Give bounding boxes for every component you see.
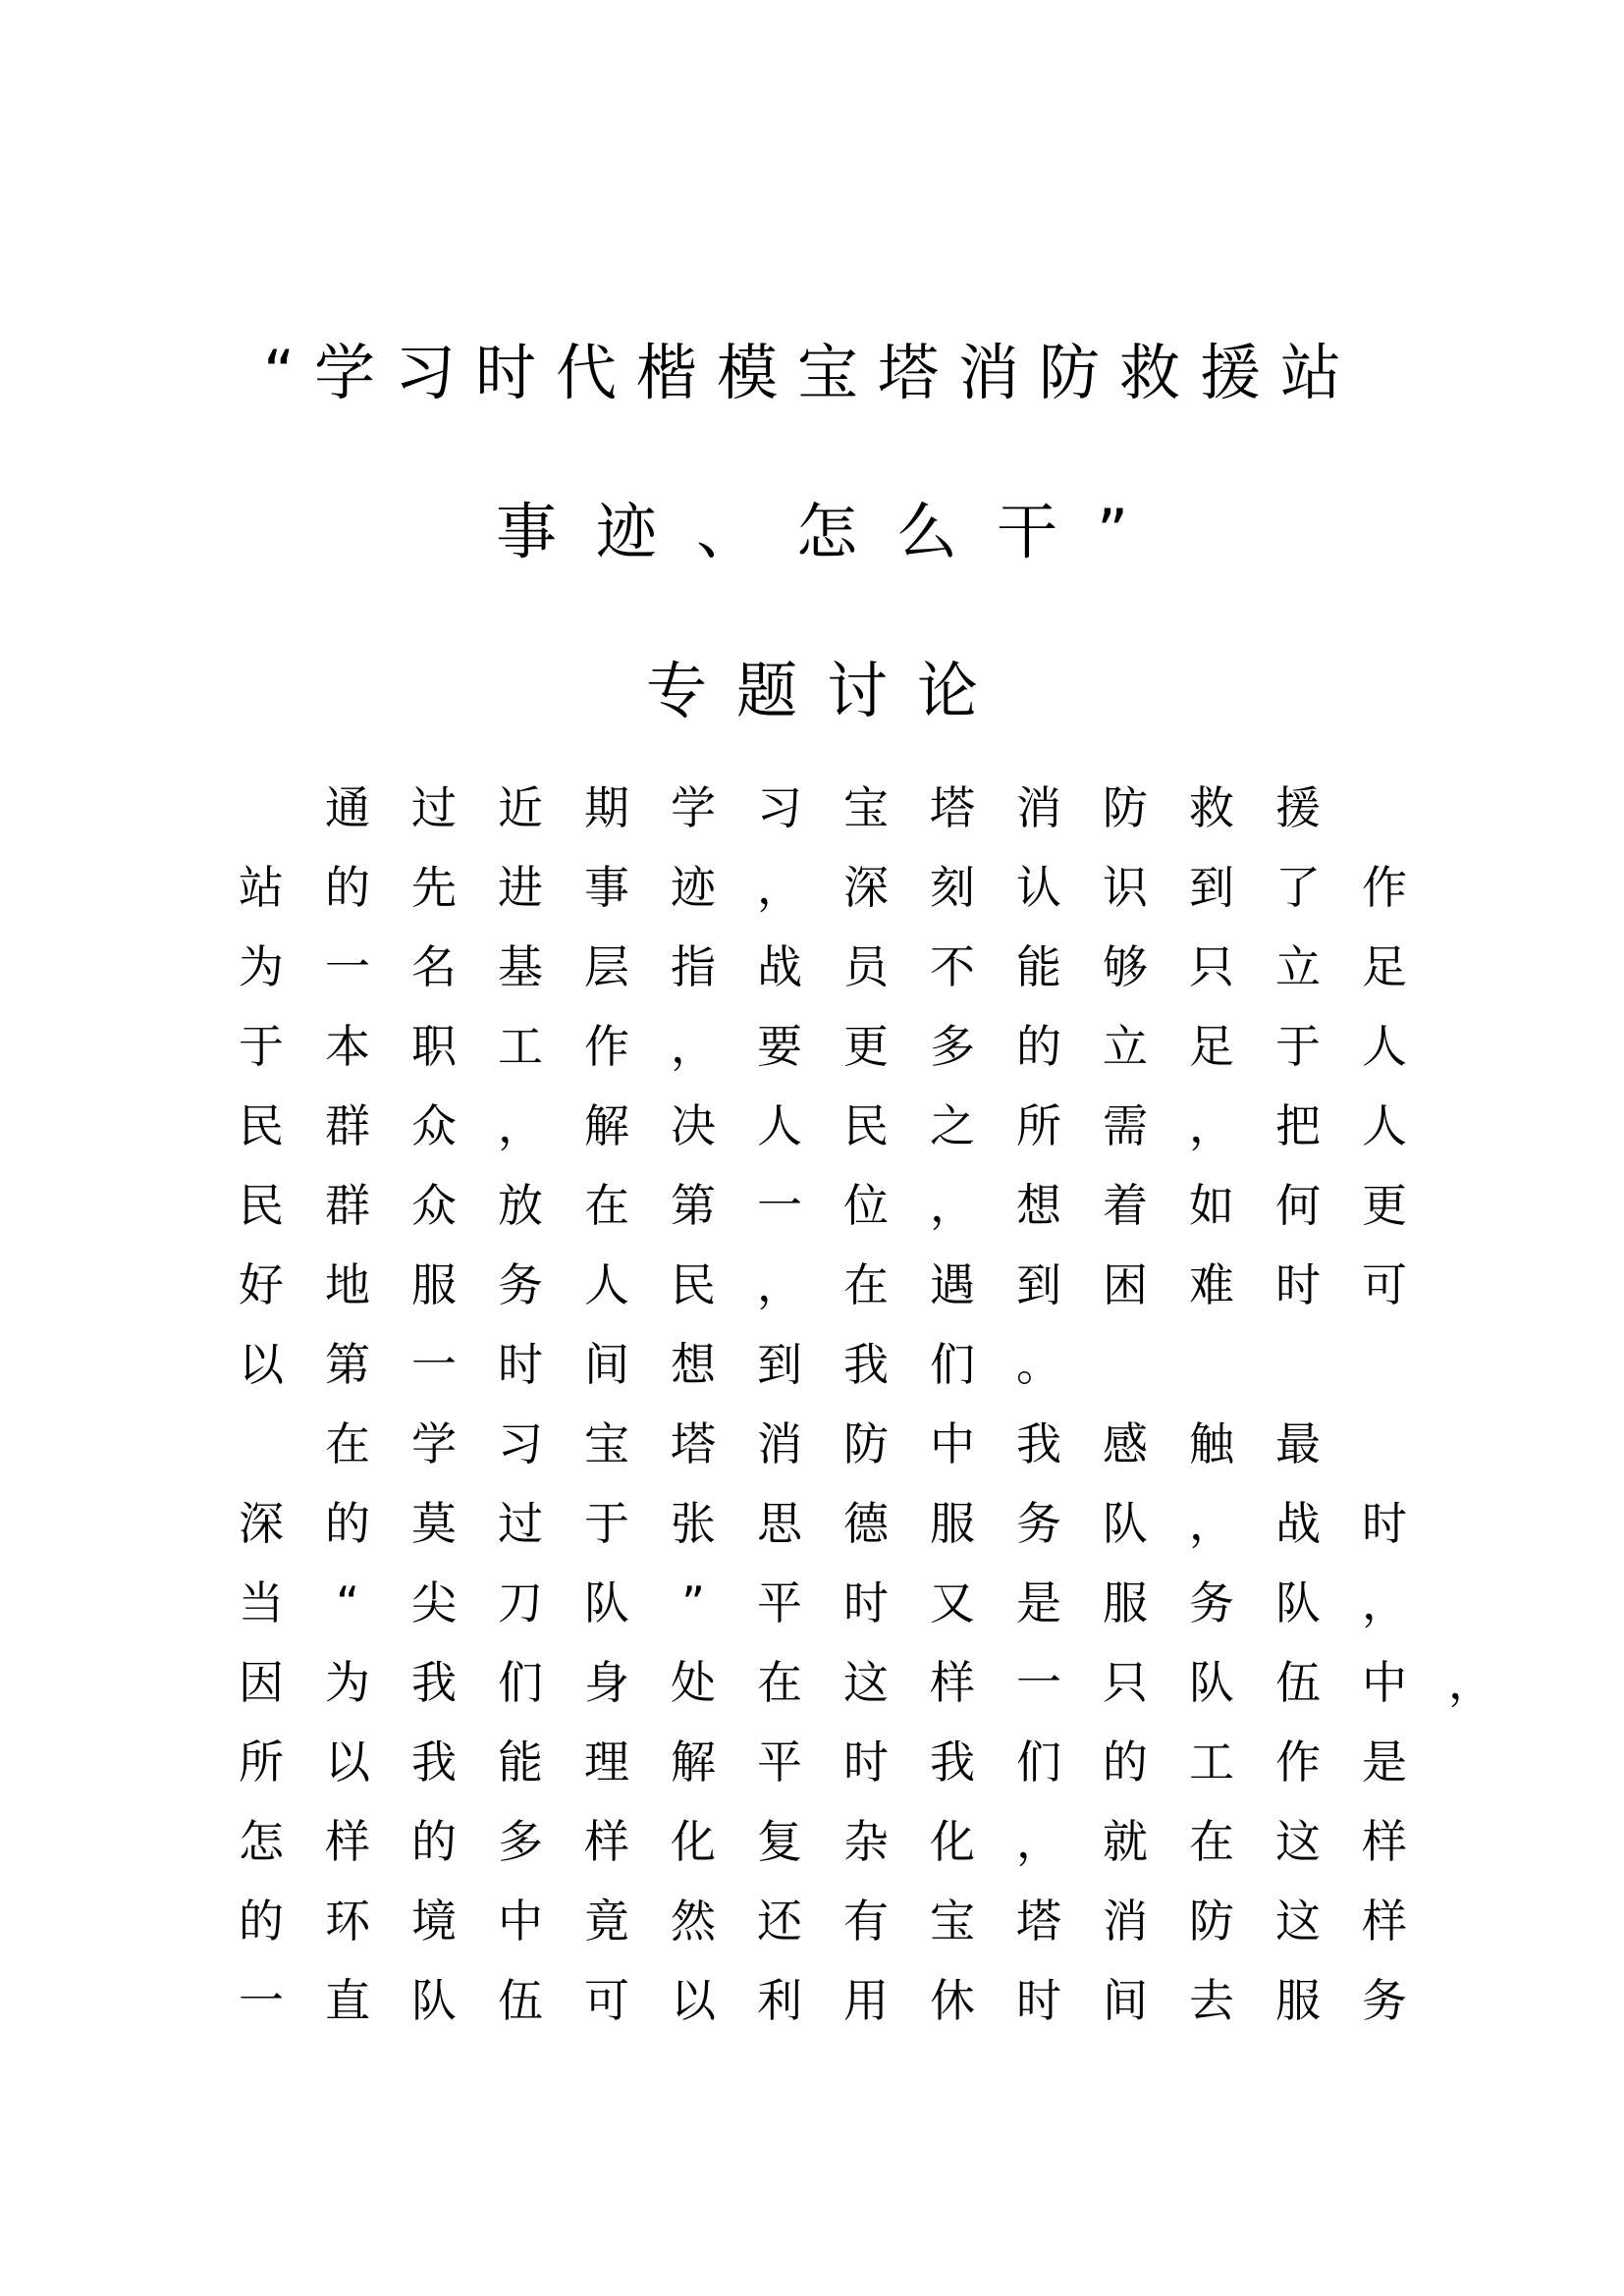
- body-line: 好 地 服 务 人 民 ， 在 遇 到 困 难 时 可: [239, 1258, 1407, 1311]
- body-line: 怎 样 的 多 样 化 复 杂 化 ， 就 在 这 样: [239, 1815, 1407, 1868]
- body-line: 通 过 近 期 学 习 宝 塔 消 防 救 援: [325, 781, 1321, 834]
- body-line: 站 的 先 进 事 迹 ， 深 刻 认 识 到 了 作: [239, 861, 1407, 914]
- title-line-2: 事迹、怎么干”: [495, 496, 1168, 567]
- body-line: 于 本 职 工 作 ， 要 更 多 的 立 足 于 人: [239, 1020, 1407, 1073]
- body-line: 因 为 我 们 身 处 在 这 样 一 只 队 伍 中 ，: [239, 1656, 1493, 1709]
- body-line: 民 群 众 放 在 第 一 位 ， 想 着 如 何 更: [239, 1179, 1407, 1232]
- body-line: 深 的 莫 过 于 张 思 德 服 务 队 ， 战 时: [239, 1497, 1407, 1550]
- body-line: 所 以 我 能 理 解 平 时 我 们 的 工 作 是: [239, 1735, 1407, 1789]
- body-line: 为 一 名 基 层 指 战 员 不 能 够 只 立 足: [239, 940, 1407, 993]
- body-line: 当 “ 尖 刀 队 ” 平 时 又 是 服 务 队 ，: [239, 1576, 1407, 1629]
- body-line: 在 学 习 宝 塔 消 防 中 我 感 触 最: [325, 1417, 1321, 1470]
- body-line: 一 直 队 伍 可 以 利 用 休 时 间 去 服 务: [239, 1974, 1407, 2027]
- body-line: 的 环 境 中 竟 然 还 有 宝 塔 消 防 这 样: [239, 1895, 1407, 1948]
- body-line: 以 第 一 时 间 想 到 我 们 。: [239, 1338, 1061, 1391]
- title-line-1: “学习时代楷模宝塔消防救援站: [262, 337, 1362, 408]
- body-line: 民 群 众 ， 解 决 人 民 之 所 需 ， 把 人: [239, 1099, 1407, 1152]
- title-line-3: 专题讨论: [645, 655, 1007, 726]
